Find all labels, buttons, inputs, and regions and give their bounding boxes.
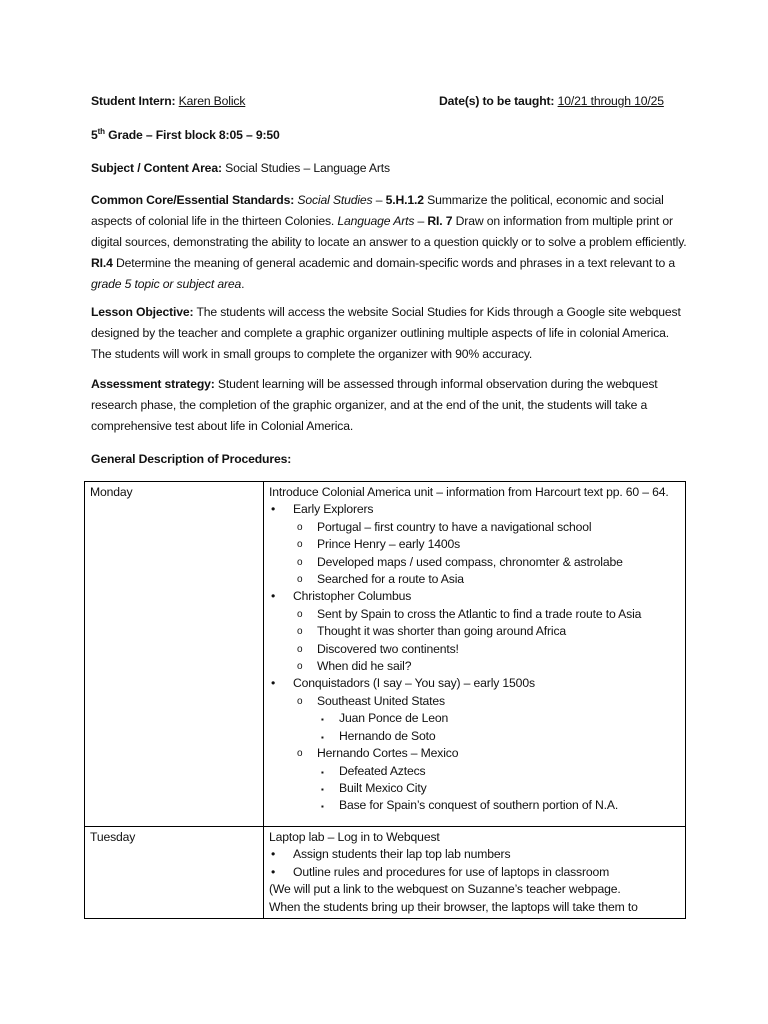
outline-item-text: Sent by Spain to cross the Atlantic to find a trade route to Asia bbox=[317, 606, 642, 621]
outline-item-text: Southeast United States bbox=[317, 693, 445, 708]
bullet-icon: • bbox=[271, 502, 276, 517]
table-row bbox=[85, 482, 686, 827]
bullet-icon: o bbox=[297, 539, 303, 551]
outline-item bbox=[269, 693, 680, 710]
tuesday-content bbox=[264, 827, 686, 919]
bullet-icon: • bbox=[271, 864, 276, 879]
outline-item-text: Christopher Columbus bbox=[293, 589, 412, 604]
standard-text-1: Summarize the political, economic and social aspects of colonial life in the thirteen Colonies. bbox=[91, 193, 664, 228]
monday-outline bbox=[269, 501, 680, 814]
dates-label: Date(s) to be taught: bbox=[439, 94, 555, 108]
outline-item-text: Thought it was shorter than going around Africa bbox=[317, 624, 567, 639]
outline-item bbox=[269, 864, 680, 881]
outline-item-text: Searched for a route to Asia bbox=[317, 572, 464, 587]
outline-item-text: Early Explorers bbox=[293, 502, 374, 517]
intern-name: Karen Bolick bbox=[178, 94, 246, 108]
bullet-icon: ▪ bbox=[321, 732, 324, 742]
procedures-heading: General Description of Procedures: bbox=[91, 452, 292, 466]
table-row bbox=[85, 827, 686, 919]
outline-item bbox=[269, 745, 680, 762]
standard-code-2: RI. 7 bbox=[427, 214, 453, 228]
day-cell-tuesday: Tuesday bbox=[85, 827, 264, 919]
assessment-label: Assessment strategy: bbox=[91, 377, 215, 391]
grade-block: Grade – First block 8:05 – 9:50 bbox=[104, 128, 280, 142]
standard-text-2: Draw on information from multiple print or digital sources, demonstrating the ability to locate an answer to a question quickly or to solve a problem efficiently. bbox=[91, 214, 687, 249]
outline-item bbox=[269, 519, 680, 536]
tuesday-intro: Laptop lab – Log in to Webquest bbox=[269, 830, 440, 844]
outline-item bbox=[269, 763, 680, 780]
standards-label: Common Core/Essential Standards: bbox=[91, 193, 295, 207]
outline-item-text: Prince Henry – early 1400s bbox=[317, 537, 461, 552]
outline-item-text: Portugal – first country to have a navigational school bbox=[317, 519, 592, 534]
bullet-icon: • bbox=[271, 676, 276, 691]
monday-intro: Introduce Colonial America unit – information from Harcourt text pp. 60 – 64. bbox=[269, 485, 669, 499]
outline-item-text: Juan Ponce de Leon bbox=[339, 711, 449, 726]
bullet-icon: • bbox=[271, 589, 276, 604]
bullet-icon: o bbox=[297, 695, 303, 707]
bullet-icon: o bbox=[297, 521, 303, 533]
outline-item bbox=[269, 728, 680, 745]
bullet-icon: o bbox=[297, 556, 303, 568]
intern-label: Student Intern: bbox=[91, 94, 176, 108]
tuesday-outline bbox=[269, 846, 680, 881]
subject-label: Subject / Content Area: bbox=[91, 161, 222, 175]
bullet-icon: ▪ bbox=[321, 715, 324, 725]
dates-line bbox=[439, 94, 664, 108]
outline-item-text: Discovered two continents! bbox=[317, 641, 459, 656]
dates-value: 10/21 through 10/25 bbox=[557, 94, 664, 108]
standards-paragraph bbox=[91, 190, 691, 295]
bullet-icon: • bbox=[271, 847, 276, 862]
outline-item bbox=[269, 658, 680, 675]
assessment-text: Student learning will be assessed through informal observation during the webquest research phase, the completion of the graphic organizer, and at the end of the unit, the students will take a comprehensive test about life in Colonial America. bbox=[91, 377, 658, 433]
outline-item bbox=[269, 780, 680, 797]
outline-item bbox=[269, 797, 680, 814]
bullet-icon: ▪ bbox=[321, 784, 324, 794]
bullet-icon: o bbox=[297, 643, 303, 655]
standard-text-3: Determine the meaning of general academic and domain-specific words and phrases in a text relevant to a bbox=[112, 256, 676, 270]
outline-item-text: Built Mexico City bbox=[339, 780, 427, 795]
objective-text: The students will access the website Social Studies for Kids through a Google site webquest designed by the teacher and complete a graphic organizer outlining multiple aspects of life in colonial America. The students will work in small groups to complete the organizer with 90% accuracy. bbox=[91, 305, 681, 361]
outline-item bbox=[269, 571, 680, 588]
outline-item-text: Conquistadors (I say – You say) – early 1500s bbox=[293, 676, 535, 691]
outline-item-text: Developed maps / used compass, chronomter & astrolabe bbox=[317, 554, 623, 569]
bullet-icon: ▪ bbox=[321, 767, 324, 777]
dash: – bbox=[414, 214, 428, 228]
bullet-icon: o bbox=[297, 661, 303, 673]
outline-item bbox=[269, 606, 680, 623]
tuesday-note-line-1: (We will put a link to the webquest on Suzanne’s teacher webpage. bbox=[269, 882, 621, 897]
tuesday-note-line-2: When the students bring up their browser, the laptops will take them to bbox=[269, 899, 638, 914]
outline-item bbox=[269, 554, 680, 571]
objective-paragraph bbox=[91, 302, 691, 365]
day-cell-monday: Monday bbox=[85, 482, 264, 827]
outline-item-text: Outline rules and procedures for use of laptops in classroom bbox=[293, 864, 610, 879]
assessment-paragraph bbox=[91, 374, 691, 437]
bullet-icon: ▪ bbox=[321, 802, 324, 812]
standard-italic-end: grade 5 topic or subject area bbox=[91, 277, 242, 291]
outline-item bbox=[269, 710, 680, 727]
monday-content bbox=[264, 482, 686, 827]
grade-line bbox=[91, 128, 280, 142]
outline-item bbox=[269, 501, 680, 518]
bullet-icon: o bbox=[297, 574, 303, 586]
subject-value: Social Studies – Language Arts bbox=[221, 161, 390, 175]
standard-code-3: RI.4 bbox=[91, 256, 113, 270]
outline-item-text: When did he sail? bbox=[317, 659, 412, 674]
outline-item-text: Hernando de Soto bbox=[339, 728, 436, 743]
la-label: Language Arts bbox=[337, 214, 415, 228]
bullet-icon: o bbox=[297, 608, 303, 620]
outline-item-text: Assign students their lap top lab numbers bbox=[293, 847, 511, 862]
standard-code-1: 5.H.1.2 bbox=[385, 193, 424, 207]
outline-item-text: Hernando Cortes – Mexico bbox=[317, 746, 459, 761]
outline-item bbox=[269, 846, 680, 863]
dash: – bbox=[372, 193, 386, 207]
outline-item bbox=[269, 536, 680, 553]
procedures-table bbox=[84, 481, 686, 919]
period: . bbox=[241, 277, 245, 291]
outline-item-text: Base for Spain’s conquest of southern portion of N.A. bbox=[339, 798, 619, 813]
ss-label: Social Studies bbox=[297, 193, 373, 207]
objective-label: Lesson Objective: bbox=[91, 305, 194, 319]
outline-item bbox=[269, 623, 680, 640]
grade-number: 5 bbox=[91, 128, 98, 142]
bullet-icon: o bbox=[297, 626, 303, 638]
subject-line bbox=[91, 161, 390, 175]
grade-suffix: th bbox=[97, 126, 105, 136]
outline-item bbox=[269, 641, 680, 658]
outline-item-text: Defeated Aztecs bbox=[339, 763, 426, 778]
intern-line bbox=[91, 94, 245, 108]
bullet-icon: o bbox=[297, 748, 303, 760]
outline-item bbox=[269, 675, 680, 692]
outline-item bbox=[269, 588, 680, 605]
